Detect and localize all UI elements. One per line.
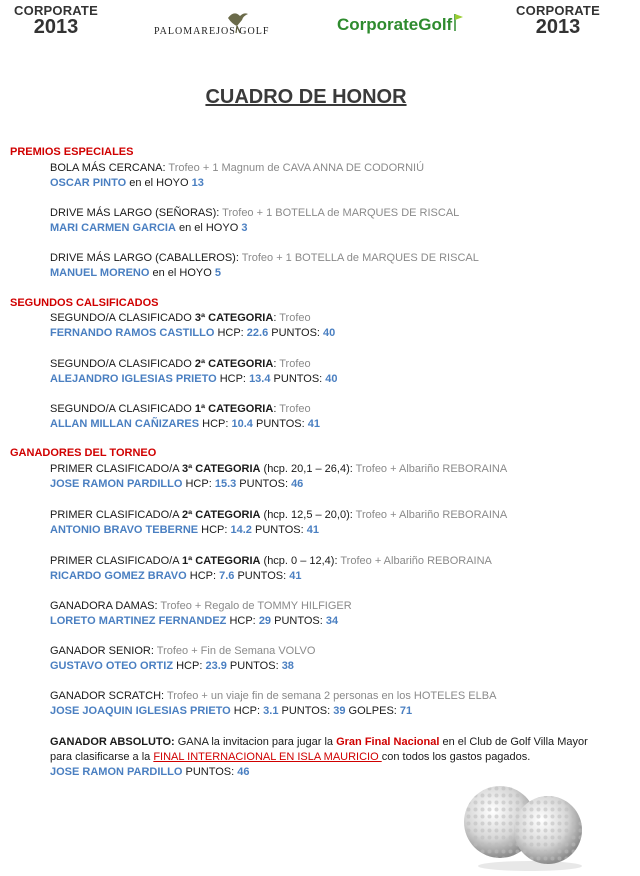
segundo-cat2-line bbox=[50, 358, 311, 370]
gran-final-nacional: Gran Final Nacional bbox=[336, 736, 440, 748]
premio-prize: Trofeo + 1 Magnum de CAVA ANNA DE CODORNIÚ bbox=[165, 162, 425, 174]
premio-drive-caballeros-winner bbox=[50, 267, 221, 279]
hcp-value: 7.6 bbox=[219, 570, 235, 582]
hoyo-label: en el HOYO bbox=[175, 222, 242, 234]
colon: : bbox=[273, 358, 277, 370]
logo-right-word: CORPORATE bbox=[516, 3, 600, 18]
category: 1ª CATEGORIA bbox=[194, 403, 274, 415]
puntos-value: 39 bbox=[333, 705, 346, 717]
hcp-label: HCP: bbox=[173, 660, 206, 672]
premio-drive-senoras-line bbox=[50, 207, 459, 219]
hcp-range: (hcp. 12,5 – 20,0): bbox=[260, 509, 353, 521]
hcp-value: 29 bbox=[258, 615, 272, 627]
winner-name: ALLAN MILLAN CAÑIZARES bbox=[50, 418, 200, 430]
primer-prefix: PRIMER CLASIFICADO/A bbox=[50, 509, 183, 521]
prize: Trofeo bbox=[276, 403, 311, 415]
award-label: GANADORA DAMAS: bbox=[50, 600, 158, 612]
page-title: CUADRO DE HONOR bbox=[205, 86, 407, 108]
premio-bola-cercana-line bbox=[50, 162, 424, 174]
palomarejos-logo bbox=[150, 8, 300, 42]
category: 2ª CATEGORIA bbox=[182, 509, 261, 521]
premio-bola-cercana-winner bbox=[50, 177, 204, 189]
puntos-label: PUNTOS: bbox=[252, 418, 308, 430]
ganador-scratch-line bbox=[50, 690, 496, 702]
winner-name: LORETO MARTINEZ FERNANDEZ bbox=[50, 615, 227, 627]
logo-right-year: 2013 bbox=[535, 16, 581, 38]
corporate-2013-logo-left bbox=[6, 4, 106, 37]
hoyo-value: 5 bbox=[214, 267, 221, 279]
golpes-label: GOLPES: bbox=[345, 705, 400, 717]
puntos-label: PUNTOS: bbox=[271, 615, 326, 627]
corporategolf-logo bbox=[337, 14, 463, 35]
primer-prefix: PRIMER CLASIFICADO/A bbox=[50, 555, 183, 567]
ganador-cat2-winner bbox=[50, 524, 319, 536]
puntos-label: PUNTOS: bbox=[182, 766, 238, 778]
corporate-2013-logo-right bbox=[508, 4, 608, 37]
premio-label: DRIVE MÁS LARGO (SEÑORAS): bbox=[50, 207, 220, 219]
colon: : bbox=[273, 312, 277, 324]
heading-ganadores-torneo: GANADORES DEL TORNEO bbox=[10, 447, 157, 459]
puntos-value: 40 bbox=[323, 327, 336, 339]
ganador-cat3-winner bbox=[50, 478, 303, 490]
puntos-label: PUNTOS: bbox=[234, 570, 290, 582]
premio-drive-caballeros-line bbox=[50, 252, 479, 264]
ganador-absoluto-winner bbox=[50, 766, 249, 778]
hcp-label: HCP: bbox=[186, 570, 220, 582]
segundo-cat3-winner bbox=[50, 327, 335, 339]
hoyo-value: 3 bbox=[241, 222, 248, 234]
winner-name: JOSE RAMON PARDILLO bbox=[50, 478, 183, 490]
prize: Trofeo + un viaje fin de semana 2 personas en los HOTELES ELBA bbox=[164, 690, 497, 702]
prize: Trofeo + Regalo de TOMMY HILFIGER bbox=[157, 600, 352, 612]
premio-label: BOLA MÁS CERCANA: bbox=[50, 162, 166, 174]
hcp-label: HCP: bbox=[199, 418, 232, 430]
puntos-value: 38 bbox=[281, 660, 294, 672]
absoluto-text2: en el Club de Golf Villa Mayor bbox=[439, 736, 588, 748]
absoluto-text3: para clasificarse a la bbox=[50, 751, 154, 763]
premio-prize: Trofeo + 1 BOTELLA de MARQUES DE RISCAL bbox=[219, 207, 460, 219]
ganador-cat3-line bbox=[50, 463, 507, 475]
puntos-label: PUNTOS: bbox=[236, 478, 292, 490]
hcp-label: HCP: bbox=[182, 478, 215, 490]
heading-segundos-clasificados: SEGUNDOS CALSIFICADOS bbox=[10, 297, 159, 309]
hcp-label: HCP: bbox=[230, 705, 264, 717]
prize: Trofeo + Albariño REBORAINA bbox=[352, 463, 508, 475]
award-label: GANADOR ABSOLUTO: bbox=[50, 736, 175, 748]
winner-name: JOSE RAMON PARDILLO bbox=[50, 766, 183, 778]
winner-name: MANUEL MORENO bbox=[50, 267, 150, 279]
winner-name: GUSTAVO OTEO ORTIZ bbox=[50, 660, 174, 672]
hcp-label: HCP: bbox=[198, 524, 231, 536]
hcp-value: 13.4 bbox=[249, 373, 271, 385]
category: 3ª CATEGORIA bbox=[182, 463, 261, 475]
segundo-prefix: SEGUNDO/A CLASIFICADO bbox=[50, 358, 195, 370]
award-label: GANADOR SCRATCH: bbox=[50, 690, 165, 702]
puntos-label: PUNTOS: bbox=[251, 524, 307, 536]
prize: Trofeo + Albariño REBORAINA bbox=[337, 555, 492, 567]
golf-flag-icon bbox=[453, 14, 463, 32]
ganador-cat1-line bbox=[50, 555, 492, 567]
golpes-value: 71 bbox=[399, 705, 413, 717]
ganadora-damas-winner bbox=[50, 615, 338, 627]
hoyo-label: en el HOYO bbox=[149, 267, 215, 279]
prize: Trofeo + Fin de Semana VOLVO bbox=[153, 645, 316, 657]
winner-name: ANTONIO BRAVO TEBERNE bbox=[50, 524, 199, 536]
category: 1ª CATEGORIA bbox=[182, 555, 261, 567]
hcp-label: HCP: bbox=[226, 615, 259, 627]
hcp-range: (hcp. 20,1 – 26,4): bbox=[260, 463, 353, 475]
segundo-cat1-winner bbox=[50, 418, 320, 430]
palomarejos-text: PALOMAREJOS GOLF bbox=[154, 26, 270, 37]
winner-name: ALEJANDRO IGLESIAS PRIETO bbox=[50, 373, 217, 385]
puntos-value: 40 bbox=[325, 373, 338, 385]
premio-label: DRIVE MÁS LARGO (CABALLEROS): bbox=[50, 252, 239, 264]
category: 3ª CATEGORIA bbox=[194, 312, 274, 324]
segundo-cat3-line bbox=[50, 312, 311, 324]
puntos-value: 46 bbox=[291, 478, 304, 490]
golf-balls-icon bbox=[458, 778, 588, 873]
hcp-value: 23.9 bbox=[205, 660, 227, 672]
segundo-cat2-winner bbox=[50, 373, 338, 385]
hcp-value: 3.1 bbox=[263, 705, 279, 717]
hoyo-value: 13 bbox=[191, 177, 204, 189]
puntos-value: 46 bbox=[237, 766, 250, 778]
ganador-scratch-winner bbox=[50, 705, 412, 717]
corporategolf-text: CorporateGolf bbox=[337, 15, 453, 34]
premio-drive-senoras-winner bbox=[50, 222, 247, 234]
hcp-value: 10.4 bbox=[231, 418, 253, 430]
primer-prefix: PRIMER CLASIFICADO/A bbox=[50, 463, 183, 475]
logo-left-year: 2013 bbox=[33, 16, 79, 38]
prize: Trofeo bbox=[276, 312, 311, 324]
segundo-prefix: SEGUNDO/A CLASIFICADO bbox=[50, 403, 195, 415]
premio-prize: Trofeo + 1 BOTELLA de MARQUES DE RISCAL bbox=[238, 252, 479, 264]
prize: Trofeo + Albariño REBORAINA bbox=[352, 509, 508, 521]
absoluto-text4: con todos los gastos pagados. bbox=[381, 751, 531, 763]
puntos-value: 41 bbox=[289, 570, 302, 582]
hoyo-label: en el HOYO bbox=[126, 177, 192, 189]
puntos-value: 41 bbox=[306, 524, 319, 536]
puntos-label: PUNTOS: bbox=[278, 705, 334, 717]
puntos-label: PUNTOS: bbox=[226, 660, 282, 672]
winner-name: JOSE JOAQUIN IGLESIAS PRIETO bbox=[50, 705, 231, 717]
ganador-absoluto-line1 bbox=[50, 736, 588, 748]
absoluto-text1: GANA la invitacion para jugar la bbox=[174, 736, 337, 748]
ganador-senior-winner bbox=[50, 660, 294, 672]
puntos-value: 41 bbox=[307, 418, 320, 430]
ganador-senior-line bbox=[50, 645, 315, 657]
ganadora-damas-line bbox=[50, 600, 352, 612]
ganador-cat1-winner bbox=[50, 570, 301, 582]
segundo-cat1-line bbox=[50, 403, 311, 415]
colon: : bbox=[273, 403, 277, 415]
winner-name: FERNANDO RAMOS CASTILLO bbox=[50, 327, 215, 339]
hcp-label: HCP: bbox=[216, 373, 250, 385]
winner-name: MARI CARMEN GARCIA bbox=[50, 222, 176, 234]
hcp-label: HCP: bbox=[214, 327, 247, 339]
puntos-value: 34 bbox=[325, 615, 339, 627]
hcp-value: 14.2 bbox=[230, 524, 252, 536]
heading-premios-especiales: PREMIOS ESPECIALES bbox=[10, 146, 134, 158]
logo-left-word: CORPORATE bbox=[14, 3, 98, 18]
ganador-absoluto-line2 bbox=[50, 751, 530, 763]
final-internacional-link: FINAL INTERNACIONAL EN ISLA MAURICIO bbox=[153, 751, 382, 763]
puntos-label: PUNTOS: bbox=[268, 327, 324, 339]
award-label: GANADOR SENIOR: bbox=[50, 645, 154, 657]
segundo-prefix: SEGUNDO/A CLASIFICADO bbox=[50, 312, 195, 324]
puntos-label: PUNTOS: bbox=[270, 373, 326, 385]
ganador-cat2-line bbox=[50, 509, 507, 521]
hcp-value: 15.3 bbox=[214, 478, 237, 490]
winner-name: RICARDO GOMEZ BRAVO bbox=[50, 570, 187, 582]
hcp-value: 22.6 bbox=[246, 327, 269, 339]
hcp-range: (hcp. 0 – 12,4): bbox=[260, 555, 338, 567]
category: 2ª CATEGORIA bbox=[194, 358, 274, 370]
prize: Trofeo bbox=[276, 358, 311, 370]
winner-name: OSCAR PINTO bbox=[50, 177, 127, 189]
